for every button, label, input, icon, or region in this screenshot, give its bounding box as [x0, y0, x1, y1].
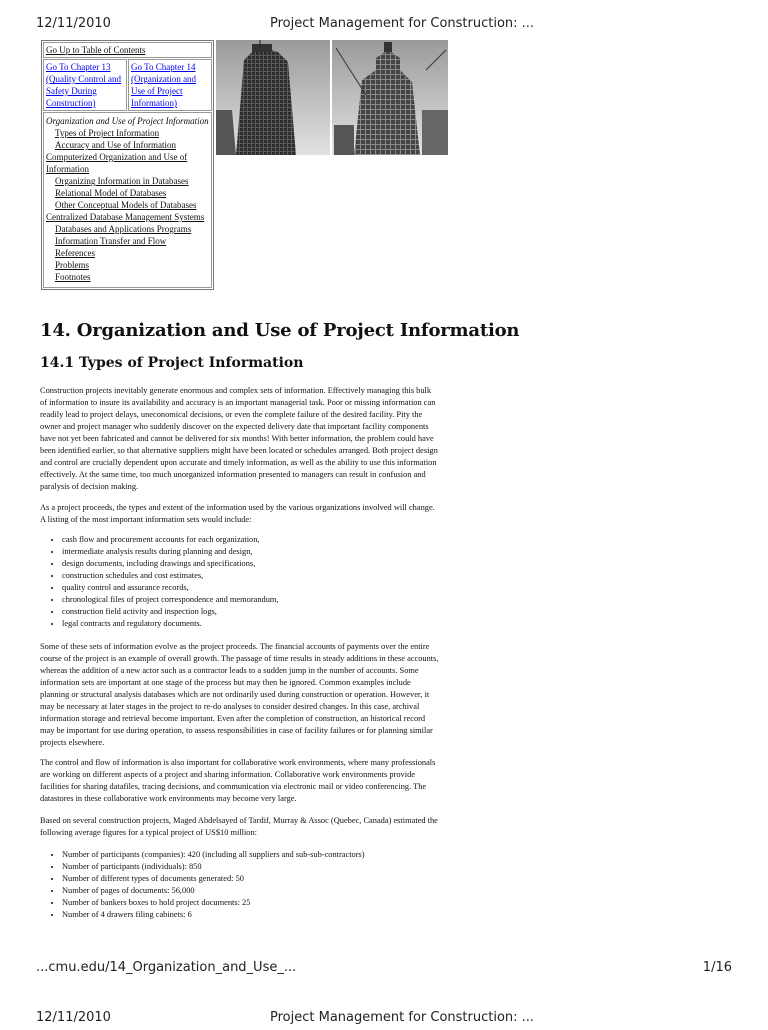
header-title: Project Management for Construction: ... [270, 16, 535, 31]
list-item: • cash flow and procurement accounts for each organization, [62, 534, 440, 546]
list-item: • design documents, including drawings and specifications, [62, 558, 440, 570]
list-item: • Number of 4 drawers filing cabinets: 6 [62, 909, 440, 921]
header-date: 12/11/2010 [36, 1010, 111, 1025]
list-item: • Number of participants (individuals): 850 [62, 861, 440, 873]
toc-item-link[interactable]: Organizing Information in Databases [55, 176, 189, 186]
toc-item-link[interactable]: Accuracy and Use of Information [55, 140, 176, 150]
chapter-nav-row [43, 59, 212, 111]
header-title: Project Management for Construction: ... [270, 1010, 535, 1025]
page-header [0, 16, 768, 36]
bullet-list [40, 849, 440, 921]
paragraph-4 [40, 757, 440, 805]
toc-item-link[interactable]: Footnotes [55, 272, 91, 282]
toc-item [46, 187, 209, 199]
page-footer [0, 960, 768, 980]
list-item: • Number of pages of documents: 56,000 [62, 885, 440, 897]
list-item: • Number of participants (companies): 420 (including all suppliers and sub-sub-contractors) [62, 849, 440, 861]
toc-item-link[interactable]: Types of Project Information [55, 128, 160, 138]
list-item: • quality control and assurance records, [62, 582, 440, 594]
paragraph-text: Based on several construction projects, Maged Abdelsayed of Tardif, Murray & Assoc (Quebec, Canada) estimated the following average figures for a typical project of US$10 million: [40, 816, 438, 837]
toc-item [46, 211, 209, 223]
next-chapter-link[interactable]: Go To Chapter 14 (Organization and Use of Project Information) [131, 62, 197, 108]
table-of-contents-link[interactable]: Go Up to Table of Contents [46, 45, 146, 55]
chapter-title: 14. Organization and Use of Project Information [40, 320, 520, 341]
paragraph-text: The control and flow of information is also important for collaborative work environments, where many professionals are working on different aspects of a project and sharing information. Collaborative work environments provide facilities for sharing datafiles, tracing decisions, and communication via electronic mail or video conferencing. The datastores in these collaborative work environments may become very large. [40, 758, 436, 803]
list-item: • Number of different types of documents generated: 50 [62, 873, 440, 885]
toc-item [46, 127, 209, 139]
prev-chapter-cell [43, 59, 127, 111]
information-sets-list [40, 534, 440, 630]
toc-item-link[interactable]: Relational Model of Databases [55, 188, 167, 198]
toc-item [46, 259, 209, 271]
toc-item [46, 175, 209, 187]
list-item: • construction schedules and cost estimates, [62, 570, 440, 582]
next-page-header [0, 1010, 768, 1030]
toc-item [46, 199, 209, 211]
toc-title: Organization and Use of Project Information [46, 116, 209, 126]
list-item: • chronological files of project correspondence and memorandum, [62, 594, 440, 606]
navigation-box [41, 40, 214, 290]
section-title: 14.1 Types of Project Information [40, 355, 304, 371]
toc-link-row [43, 42, 212, 58]
toc-item-link[interactable]: Databases and Applications Programs [55, 224, 192, 234]
paragraph-text: As a project proceeds, the types and extent of the information used by the various organizations involved will change. A listing of the most important information sets would include: [40, 503, 435, 524]
previous-chapter-link[interactable]: Go To Chapter 13 (Quality Control and Safety During Construction) [46, 62, 121, 108]
construction-photo-graphic [216, 40, 448, 155]
toc-item-link[interactable]: References [55, 248, 95, 258]
toc-item [46, 247, 209, 259]
toc-item [46, 223, 209, 235]
toc-item [46, 139, 209, 151]
paragraph-5 [40, 815, 440, 839]
toc-item-link[interactable]: Computerized Organization and Use of Information [46, 152, 188, 174]
toc-list [46, 127, 209, 283]
list-item: • construction field activity and inspection logs, [62, 606, 440, 618]
paragraph-3 [40, 641, 440, 749]
project-figures-list [40, 849, 440, 921]
skyscraper-construction-photo [216, 40, 448, 155]
footer-url: ...cmu.edu/14_Organization_and_Use_... [36, 960, 297, 975]
toc-item-link[interactable]: Other Conceptual Models of Databases [55, 200, 197, 210]
footer-page-number: 1/16 [702, 960, 732, 975]
list-item: • legal contracts and regulatory documents. [62, 618, 440, 630]
toc-item [46, 271, 209, 283]
paragraph-text: Construction projects inevitably generate enormous and complex sets of information. Effectively managing this bulk of information to insure its availability and accuracy is an important managerial task. Poor or missing information can readily lead to project delays, uneconomical decisions, or even the complete failure of the desired facility. Pity the owner and project manager who suddenly discover on the expected delivery date that important facility components have not yet been fabricated and cannot be delivered for six months! With better information, the problem could have been identified earlier, so that alternative suppliers might have been located or schedules arranged. Both project design and control are crucially dependent upon accurate and timely information, as well as the ability to use this information effectively. At the same time, too much unorganized information presented to managers can result in confusion and paralysis of decision making. [40, 386, 438, 491]
list-item: • intermediate analysis results during planning and design, [62, 546, 440, 558]
bullet-list [40, 534, 440, 630]
list-item: • Number of bankers boxes to hold project documents: 25 [62, 897, 440, 909]
next-chapter-cell [128, 59, 212, 111]
toc-item-link[interactable]: Centralized Database Management Systems [46, 212, 205, 222]
paragraph-1 [40, 385, 440, 493]
toc-item-link[interactable]: Information Transfer and Flow [55, 236, 167, 246]
paragraph-2 [40, 502, 440, 526]
header-date: 12/11/2010 [36, 16, 111, 31]
toc-item [46, 235, 209, 247]
toc-item-link[interactable]: Problems [55, 260, 90, 270]
toc-item [46, 151, 209, 175]
paragraph-text: Some of these sets of information evolve as the project proceeds. The financial accounts of payments over the entire course of the project is an example of overall growth. The passage of time results in steady additions in these accounts, whereas the addition of a new actor such as a contractor leads to a sudden jump in the number of accounts. Some information sets are important at one stage of the process but may then be ignored. Common examples include planning or structural analysis databases which are not ordinarily used during construction or operation. However, it may be necessary at later stages in the project to re-do analyses to consider desired changes. In this case, archival information storage and retrieval become important. Even after the completion of construction, an historical record may be important for use during operation, to assess responsibilities in case of facility failures or for planning similar projects elsewhere. [40, 642, 439, 747]
chapter-toc [43, 112, 212, 288]
